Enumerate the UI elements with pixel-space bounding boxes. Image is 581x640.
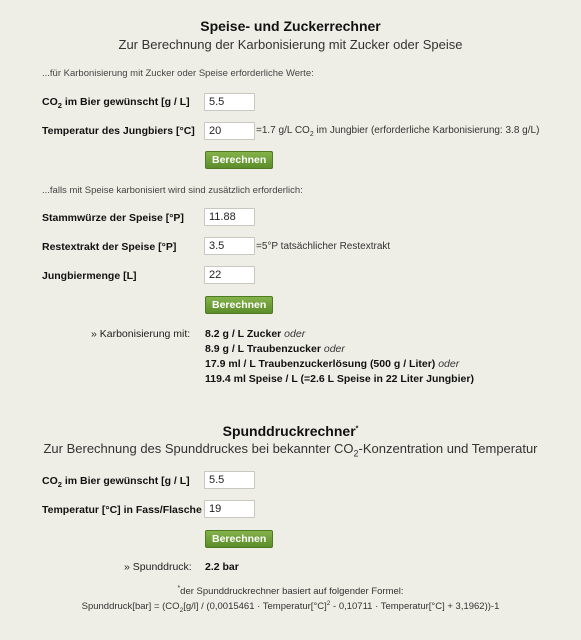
jungbiermenge-label: Jungbiermenge [L] <box>42 270 137 282</box>
restextrakt-info: =5°P tatsächlicher Restextrakt <box>256 241 391 252</box>
result-line: 8.2 g / L Zucker oder <box>205 328 306 340</box>
co2-input[interactable] <box>204 93 255 111</box>
section3-subtitle: Zur Berechnung des Spunddruckes bei bekannter $CO_2$-Konzentration und Temperatur <box>43 441 538 459</box>
section3-title: Spunddruckrechner* <box>222 423 359 439</box>
jungbiermenge-input[interactable] <box>204 266 255 284</box>
section1-note: ...für Karbonisierung mit Zucker oder Speise erforderliche Werte: <box>42 68 314 79</box>
co2-label: $CO_2$ im Bier gewünscht [g / L] <box>42 96 190 111</box>
restextrakt-label: Restextrakt der Speise [°P] <box>42 241 177 253</box>
spund-co2-input[interactable] <box>204 471 255 489</box>
formula: Spunddruck[bar] = ($CO_2[g/l] / (0,0015461$ · $Temperatur[^\circ C]^2 - 0,10711$ · Temperatur[°C] + 3,1962))-1 <box>81 600 500 615</box>
calculate-button-2[interactable]: Berechnen <box>205 296 273 314</box>
section2-note: ...falls mit Speise karbonisiert wird sind zusätzlich erforderlich: <box>42 185 303 196</box>
spund-co2-label: $CO_2$ im Bier gewünscht [g / L] <box>42 475 190 490</box>
spund-temperature-label: Temperatur [°C] in Fass/Flasche <box>42 504 202 516</box>
result-line: 119.4 ml Speise / L (=2.6 L Speise in 22 Liter Jungbier) <box>205 373 474 385</box>
result-line: 8.9 g / L Traubenzucker oder <box>205 343 345 355</box>
section1-subtitle: Zur Berechnung der Karbonisierung mit Zucker oder Speise <box>118 37 463 52</box>
karbonisierung-result-label: » Karbonisierung mit: <box>91 328 191 340</box>
temperature-info: =1.7 g/L $CO_2$ im Jungbier (erforderliche Karbonisierung: 3.8 g/L) <box>256 125 540 138</box>
formula-note: *der Spunddruckrechner basiert auf folgender Formel: <box>177 585 404 598</box>
calculate-button-1[interactable]: Berechnen <box>205 151 273 169</box>
spunddruck-result-label: » Spunddruck: <box>124 561 192 573</box>
spunddruck-result-value: 2.2 bar <box>205 561 239 573</box>
stammwuerze-label: Stammwürze der Speise [°P] <box>42 212 184 224</box>
section1-title: Speise- und Zuckerrechner <box>200 18 381 34</box>
calculate-button-3[interactable]: Berechnen <box>205 530 273 548</box>
result-line: 17.9 ml / L Traubenzuckerlösung (500 g / Liter) oder <box>205 358 460 370</box>
stammwuerze-input[interactable] <box>204 208 255 226</box>
temperature-input[interactable] <box>204 122 255 140</box>
spund-temperature-input[interactable] <box>204 500 255 518</box>
temperature-label: Temperatur des Jungbiers [°C] <box>42 125 195 137</box>
restextrakt-input[interactable] <box>204 237 255 255</box>
